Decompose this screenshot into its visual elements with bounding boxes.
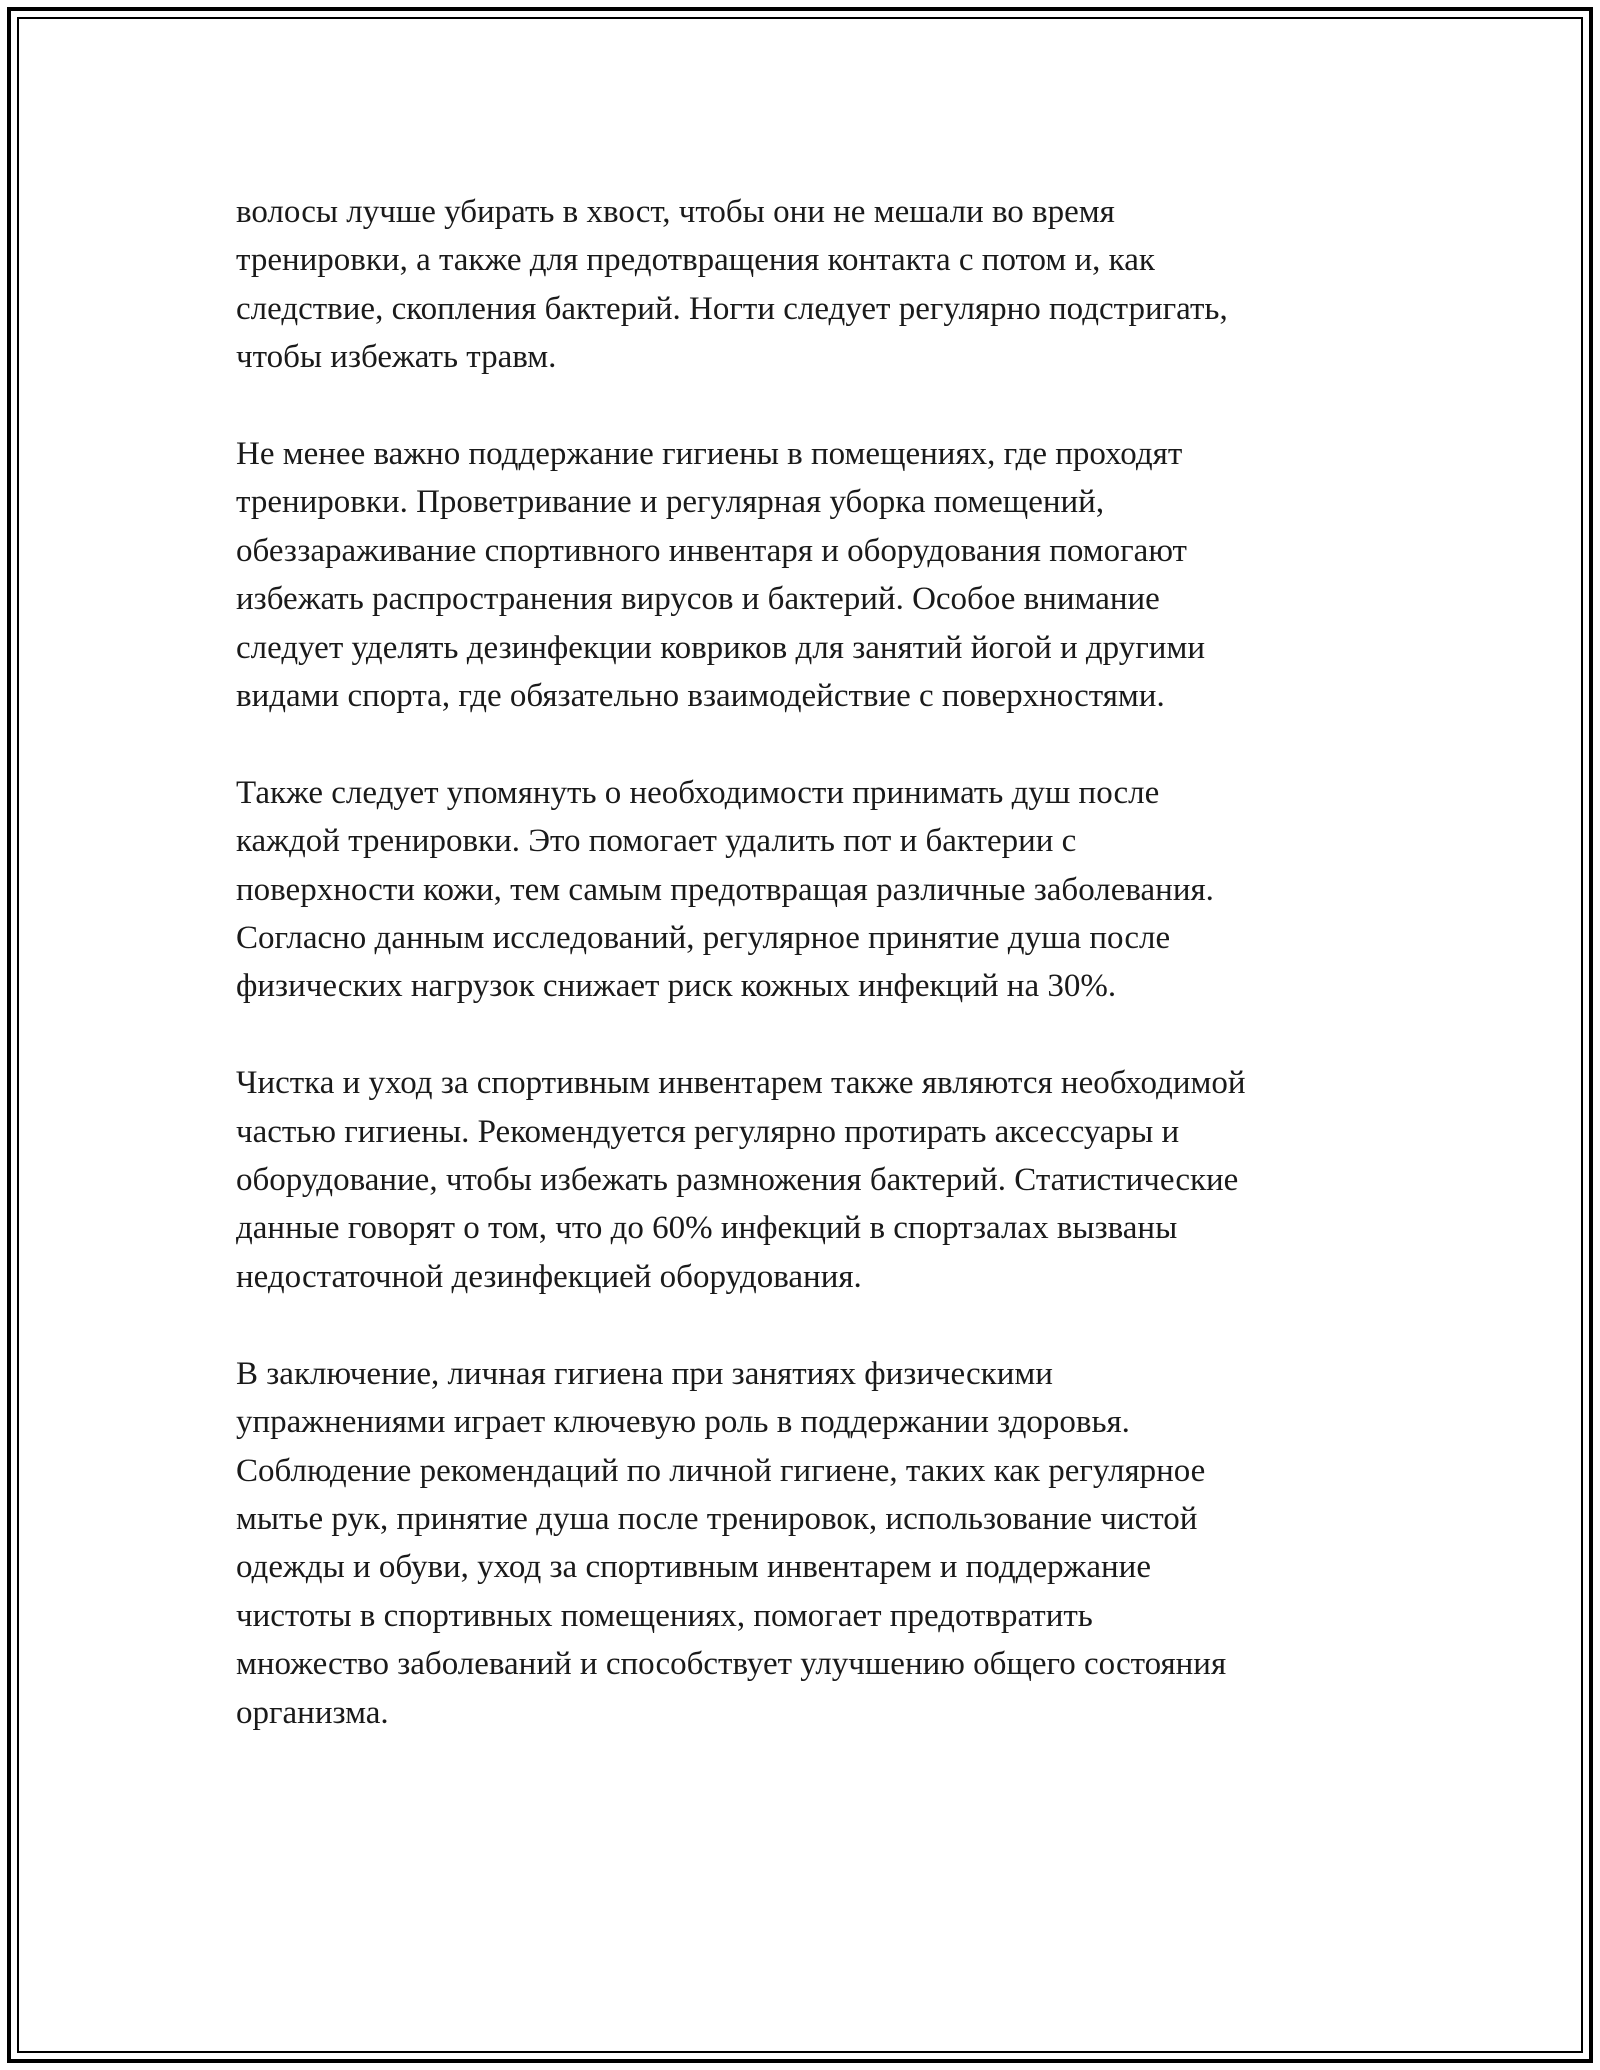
paragraph-room-hygiene: Не менее важно поддержание гигиены в помещениях, где проходят тренировки. Проветривание и регулярная уборка помещений, обеззараживание спортивного инвентаря и оборудования помогают избежать распространения вирусов и бактерий. Особое внимание следует уделять дезинфекции ковриков для занятий йогой и другими видами спорта, где обязательно взаимодействие с поверхностями. [236,436,1205,715]
paragraph-hair-nails: волосы лучше убирать в хвост, чтобы они не мешали во время тренировки, а также для предотвращения контакта с потом и, как следствие, скопления бактерий. Ногти следует регулярно подстригать, чтобы избежать травм. [236,194,1228,376]
paragraph-equipment-care: Чистка и уход за спортивным инвентарем также являются необходимой частью гигиены. Рекомендуется регулярно протирать аксессуары и оборудование, чтобы избежать размножения бактерий. Статистические данные говорят о том, что до 60% инфекций в спортзалах вызваны недостаточной дезинфекцией оборудования. [236,1065,1246,1295]
paragraph-conclusion: В заключение, личная гигиена при занятиях физическими упражнениями играет ключевую роль в поддержании здоровья. Соблюдение рекомендаций по личной гигиене, таких как регулярное мытье рук, принятие душа после тренировок, использование чистой одежды и обуви, уход за спортивным инвентарем и поддержание чистоты в спортивных помещениях, помогает предотвратить множество заболеваний и способствует улучшению общего состояния организма. [236,1355,1227,1731]
paragraph-shower: Также следует упомянуть о необходимости принимать душ после каждой тренировки. Это помогает удалить пот и бактерии с поверхности кожи, тем самым предотвращая различные заболевания. Согласно данным исследований, регулярное принятие душа после физических нагрузок снижает риск кожных инфекций на 30%. [236,774,1214,1005]
document-body [236,188,1386,1737]
